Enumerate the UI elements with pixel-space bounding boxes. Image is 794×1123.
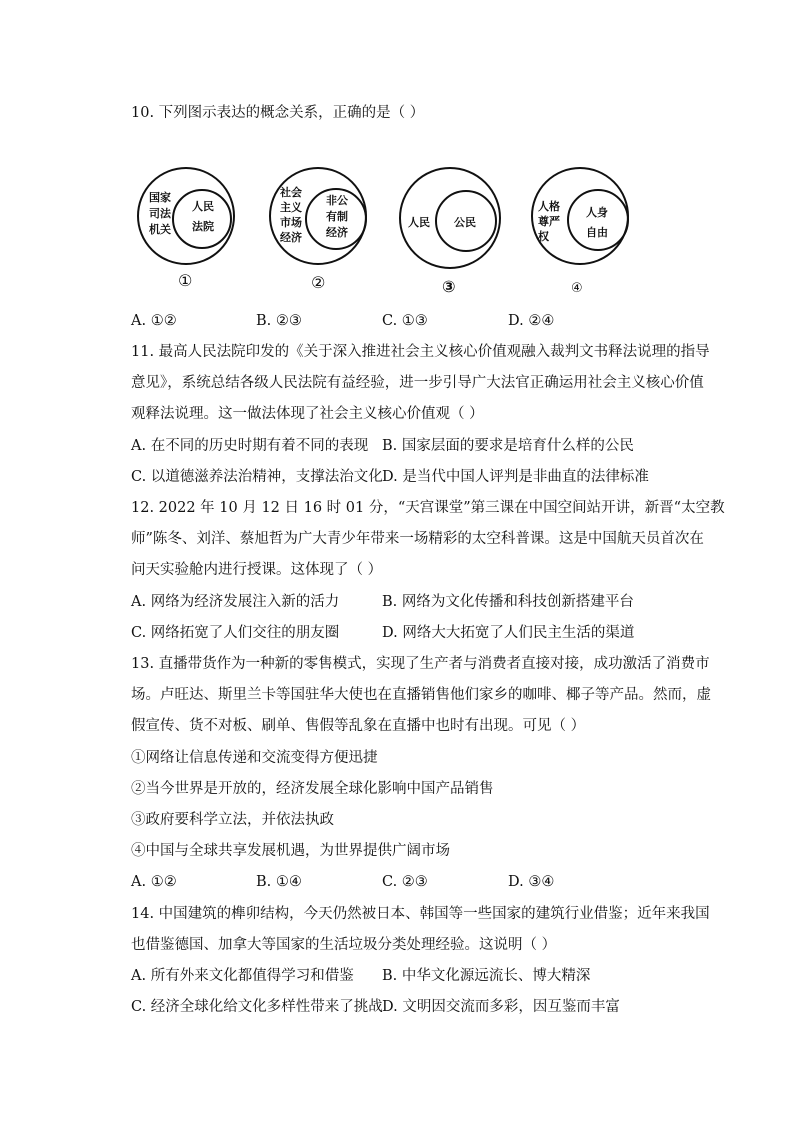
q14-option-a: A. 所有外来文化都值得学习和借鉴 — [131, 968, 354, 984]
q14-option-c: C. 经济全球化给文化多样性带来了挑战 — [131, 999, 383, 1015]
figure-4 — [530, 166, 640, 296]
figure-label: ② — [311, 273, 326, 292]
outer-text: 司法 — [149, 207, 171, 220]
q13-option-d: D. ③④ — [508, 874, 555, 890]
inner-text: 公民 — [454, 216, 476, 229]
outer-text: 机关 — [149, 223, 171, 236]
figure-3 — [398, 166, 508, 296]
q13-item: ③政府要科学立法，并依法执政 — [131, 812, 334, 828]
q11-line: 11. 最高人民法院印发的《关于深入推进社会主义核心价值观融入裁判文书释法说理的指导 — [131, 344, 710, 360]
q14-option-b: B. 中华文化源远流长、博大精深 — [382, 968, 591, 984]
outer-text: 市场 — [280, 216, 302, 229]
inner-circle — [568, 190, 628, 250]
q13-option-c: C. ②③ — [382, 874, 428, 890]
q10-option-b: B. ②③ — [256, 313, 302, 329]
q13-option-b: B. ①④ — [256, 874, 302, 890]
outer-text: 经济 — [280, 231, 302, 244]
inner-text: 有制 — [326, 210, 348, 223]
figure-2 — [268, 166, 378, 296]
q10-option-d: D. ②④ — [508, 313, 555, 329]
figure-label: ③ — [442, 277, 456, 296]
inner-text: 非公 — [326, 194, 348, 207]
q12-option-a: A. 网络为经济发展注入新的活力 — [131, 594, 340, 610]
outer-text: 人格 — [538, 200, 560, 213]
q12-option-b: B. 网络为文化传播和科技创新搭建平台 — [382, 594, 634, 610]
q12-line: 问天实验舱内进行授课。这体现了（ ） — [131, 562, 383, 578]
q11-option-a: A. 在不同的历史时期有着不同的表现 — [131, 438, 369, 454]
q13-line: 假宣传、货不对板、刷单、售假等乱象在直播中也时有出现。可见（ ） — [131, 718, 586, 734]
q13-line: 13. 直播带货作为一种新的零售模式，实现了生产者与消费者直接对接，成功激活了消费市 — [131, 656, 710, 672]
outer-text: 社会 — [280, 186, 302, 199]
inner-circle — [173, 190, 231, 248]
outer-text: 人民 — [408, 216, 430, 229]
q13-line: 场。卢旺达、斯里兰卡等国驻华大使也在直播销售他们家乡的咖啡、椰子等产品。然而，虚 — [131, 687, 711, 703]
outer-text: 权 — [538, 230, 549, 243]
q12-option-d: D. 网络大大拓宽了人们民主生活的渠道 — [382, 625, 635, 641]
inner-text: 经济 — [326, 226, 348, 239]
outer-text: 国家 — [149, 191, 171, 204]
inner-text: 自由 — [586, 226, 608, 239]
outer-text: 主义 — [280, 201, 302, 214]
q13-item: ④中国与全球共享发展机遇，为世界提供广阔市场 — [131, 843, 450, 859]
q14-option-d: D. 文明因交流而多彩，因互鉴而丰富 — [382, 999, 620, 1015]
q11-option-b: B. 国家层面的要求是培育什么样的公民 — [382, 438, 634, 454]
outer-text: 尊严 — [538, 215, 560, 228]
q11-option-c: C. 以道德滋养法治精神，支撑法治文化 — [131, 469, 383, 485]
q13-item: ②当今世界是开放的，经济发展全球化影响中国产品销售 — [131, 781, 494, 797]
inner-text: 法院 — [192, 220, 214, 233]
q11-option-d: D. 是当代中国人评判是非曲直的法律标准 — [382, 469, 649, 485]
figure-label: ① — [178, 271, 193, 290]
q12-line: 12. 2022 年 10 月 12 日 16 时 01 分，“天宫课堂”第三课在中国空间站开讲，新晋“太空教 — [131, 500, 725, 516]
q10-option-a: A. ①② — [131, 313, 177, 329]
q11-line: 观释法说理。这一做法体现了社会主义核心价值观（ ） — [131, 406, 484, 422]
q12-option-c: C. 网络拓宽了人们交往的朋友圈 — [131, 625, 340, 641]
q13-option-a: A. ①② — [131, 874, 177, 890]
q13-item: ①网络让信息传递和交流变得方便迅捷 — [131, 750, 378, 766]
inner-text: 人民 — [192, 200, 214, 213]
q14-line: 也借鉴德国、加拿大等国家的生活垃圾分类处理经验。这说明（ ） — [131, 937, 557, 953]
q11-line: 意见》，系统总结各级人民法院有益经验，进一步引导广大法官正确运用社会主义核心价值 — [131, 375, 704, 391]
q10-stem: 10. 下列图示表达的概念关系，正确的是（ ） — [131, 105, 425, 121]
inner-text: 人身 — [586, 206, 608, 219]
q10-option-c: C. ①③ — [382, 313, 428, 329]
q14-line: 14. 中国建筑的榫卯结构，今天仍然被日本、韩国等一些国家的建筑行业借鉴；近年来我国 — [131, 906, 710, 922]
figure-label: ④ — [571, 281, 583, 296]
q12-line: 师”陈冬、刘洋、蔡旭哲为广大青少年带来一场精彩的太空科普课。这是中国航天员首次在 — [131, 531, 704, 547]
figure-1 — [136, 166, 246, 296]
